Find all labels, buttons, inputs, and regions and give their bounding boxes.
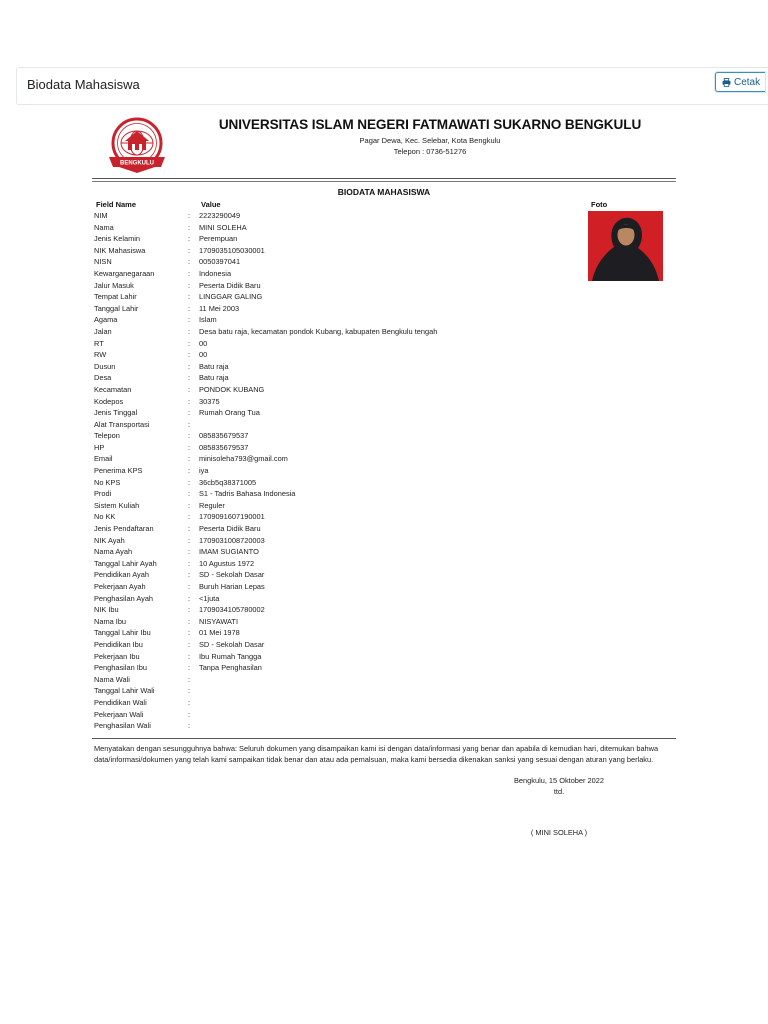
field-value: Batu raja <box>199 361 229 371</box>
field-label: Nama Ayah <box>94 547 133 557</box>
field-value: 1709034105780002 <box>199 605 265 615</box>
table-row <box>94 361 584 373</box>
table-row <box>94 245 584 257</box>
table-row <box>94 291 584 303</box>
table-row <box>94 581 584 593</box>
table-row <box>94 546 584 558</box>
table-row <box>94 256 584 268</box>
field-label: No KK <box>94 512 116 522</box>
field-value: 085835679537 <box>199 442 249 452</box>
table-row <box>94 685 584 697</box>
field-label: Penghasilan Ibu <box>94 663 148 673</box>
section-title: BIODATA MAHASISWA <box>337 187 431 197</box>
table-row <box>94 453 584 465</box>
field-separator: : <box>188 547 191 557</box>
field-value: 30375 <box>199 396 220 406</box>
table-row <box>94 674 584 686</box>
field-label: Pendidikan Ayah <box>94 570 149 580</box>
field-label: Jenis Tinggal <box>94 408 138 418</box>
table-row <box>94 477 584 489</box>
field-value: Peserta Didik Baru <box>199 524 261 534</box>
table-row <box>94 639 584 651</box>
field-separator: : <box>188 697 191 707</box>
declaration-statement: Menyatakan dengan sesungguhnya bahwa: Seluruh dokumen yang disampaikan kami isi dengan data/informasi yang benar dan apabila di kemudian hari, ditemukan bahwa data/informasi/dokumen yang telah kami sampaikan tidak benar dan atau ada pemalsuan, maka kami bersedia dikenakan sanksi yang sesuai dengan aturan yang berlaku. <box>94 744 659 764</box>
field-label: Tanggal Lahir Ibu <box>94 628 151 638</box>
field-value: NISYAWATI <box>199 616 239 626</box>
field-label: Prodi <box>94 489 112 499</box>
field-label: Telepon <box>94 431 120 441</box>
field-value: minisoleha793@gmail.com <box>199 454 288 464</box>
field-separator: : <box>188 292 191 302</box>
field-label: Kewarganegaraan <box>94 268 155 278</box>
field-separator: : <box>188 721 191 731</box>
table-row <box>94 720 584 732</box>
field-label: Tanggal Lahir Wali <box>94 686 155 696</box>
table-row <box>94 222 584 234</box>
field-separator: : <box>188 326 191 336</box>
table-row <box>94 604 584 616</box>
field-separator: : <box>188 709 191 719</box>
field-label: Nama Wali <box>94 674 130 684</box>
field-separator: : <box>188 384 191 394</box>
table-row <box>94 233 584 245</box>
field-label: Nama Ibu <box>94 616 127 626</box>
table-row <box>94 280 584 292</box>
field-label: Agama <box>94 315 118 325</box>
table-row <box>94 430 584 442</box>
field-value: Indonesia <box>199 268 232 278</box>
table-row <box>94 268 584 280</box>
print-button[interactable] <box>715 72 765 92</box>
field-value: Desa batu raja, kecamatan pondok Kubang, kabupaten Bengkulu tengah <box>199 326 438 336</box>
field-value: Buruh Harian Lepas <box>199 582 265 591</box>
field-label: Penerima KPS <box>94 466 143 476</box>
field-separator: : <box>188 570 191 580</box>
field-value: iya <box>199 466 209 476</box>
field-separator: : <box>188 442 191 452</box>
field-label: Alat Transportasi <box>94 419 150 429</box>
printer-icon <box>722 78 731 87</box>
signature-name: ( MINI SOLEHA ) <box>530 828 588 837</box>
field-label: Jalur Masuk <box>94 280 134 290</box>
table-row <box>94 488 584 500</box>
field-label: NISN <box>94 257 112 267</box>
field-label: Dusun <box>94 361 116 371</box>
biodata-table <box>94 210 584 732</box>
table-row <box>94 372 584 384</box>
field-value: 11 Mei 2003 <box>199 303 240 313</box>
table-row <box>94 709 584 721</box>
table-row <box>94 500 584 512</box>
table-row <box>94 303 584 315</box>
field-separator: : <box>188 535 191 545</box>
field-value: Islam <box>199 315 217 325</box>
table-row <box>94 535 584 547</box>
signature-ttd: ttd. <box>553 787 565 796</box>
field-value: SD - Sekolah Dasar <box>199 639 265 649</box>
table-row <box>94 326 584 338</box>
field-separator: : <box>188 268 191 278</box>
university-address: Pagar Dewa, Kec. Selebar, Kota Bengkulu <box>359 136 501 145</box>
table-row <box>94 523 584 535</box>
field-label: Desa <box>94 373 112 383</box>
field-separator: : <box>188 466 191 476</box>
field-separator: : <box>188 222 191 232</box>
field-value: Batu raja <box>199 373 229 383</box>
table-row <box>94 349 584 361</box>
field-value: 36cb5q38371005 <box>199 477 257 487</box>
field-separator: : <box>188 489 191 499</box>
student-photo <box>588 211 663 281</box>
field-label: Tempat Lahir <box>94 292 137 302</box>
field-value: Peserta Didik Baru <box>199 280 261 290</box>
table-row <box>94 442 584 454</box>
field-separator: : <box>188 338 191 348</box>
field-separator: : <box>188 245 191 255</box>
field-separator: : <box>188 582 191 591</box>
field-label: Jalan <box>94 326 112 336</box>
print-label: Cetak <box>734 76 761 88</box>
field-separator: : <box>188 350 191 360</box>
field-label: Nama <box>94 222 114 232</box>
field-separator: : <box>188 373 191 383</box>
field-value: S1 - Tadris Bahasa Indonesia <box>199 489 296 499</box>
field-separator: : <box>188 651 191 661</box>
field-value: Reguler <box>199 500 225 510</box>
field-label: Penghasilan Ayah <box>94 593 154 603</box>
field-label: NIK Mahasiswa <box>94 245 146 255</box>
field-separator: : <box>188 315 191 325</box>
logo-text: BENGKULU <box>120 160 154 167</box>
field-separator: : <box>188 558 191 568</box>
field-label: RT <box>94 338 104 348</box>
column-header-photo: Foto <box>591 200 608 209</box>
field-label: NIM <box>94 211 108 220</box>
field-value: 1709031008720003 <box>199 535 265 545</box>
field-separator: : <box>188 686 191 696</box>
field-separator: : <box>188 234 191 244</box>
field-label: Pekerjaan Ayah <box>94 582 146 591</box>
table-row <box>94 419 584 431</box>
footer-divider <box>92 738 676 739</box>
field-label: Pendidikan Wali <box>94 697 147 707</box>
field-label: Kecamatan <box>94 384 132 394</box>
table-row <box>94 465 584 477</box>
field-separator: : <box>188 396 191 406</box>
field-label: Penghasilan Wali <box>94 721 151 731</box>
field-value: PONDOK KUBANG <box>199 384 265 394</box>
table-row <box>94 697 584 709</box>
field-value: Ibu Rumah Tangga <box>199 651 262 661</box>
field-label: Tanggal Lahir Ayah <box>94 558 157 568</box>
field-separator: : <box>188 408 191 418</box>
field-separator: : <box>188 419 191 429</box>
table-row <box>94 384 584 396</box>
field-label: No KPS <box>94 477 121 487</box>
field-value: Tanpa Penghasilan <box>199 663 262 673</box>
field-value: 085835679537 <box>199 431 249 441</box>
field-label: Sistem Kuliah <box>94 500 140 510</box>
field-value: 1709091607190001 <box>199 512 265 522</box>
column-header-value: Value <box>201 200 221 209</box>
field-label: Pekerjaan Wali <box>94 709 144 719</box>
field-value: 0050397041 <box>199 257 241 267</box>
field-separator: : <box>188 616 191 626</box>
table-row <box>94 627 584 639</box>
column-header-field: Field Name <box>96 200 137 209</box>
table-row <box>94 651 584 663</box>
field-value: 00 <box>199 350 208 360</box>
field-separator: : <box>188 674 191 684</box>
field-label: Email <box>94 454 113 464</box>
field-value: 1709035105030001 <box>199 245 265 255</box>
field-label: Jenis Pendaftaran <box>94 524 154 534</box>
field-value: Rumah Orang Tua <box>199 408 260 418</box>
table-row <box>94 569 584 581</box>
university-name: UNIVERSITAS ISLAM NEGERI FATMAWATI SUKARNO BENGKULU <box>218 117 642 132</box>
field-value: MINI SOLEHA <box>199 222 247 232</box>
field-value: LINGGAR GALING <box>199 292 263 302</box>
university-phone: Telepon : 0736-51276 <box>393 147 467 156</box>
field-label: RW <box>94 350 107 360</box>
field-value: <1juta <box>199 593 220 603</box>
table-row <box>94 662 584 674</box>
table-row <box>94 593 584 605</box>
field-value: Perempuan <box>199 234 238 244</box>
field-separator: : <box>188 512 191 522</box>
field-separator: : <box>188 628 191 638</box>
field-separator: : <box>188 639 191 649</box>
table-row <box>94 314 584 326</box>
card-title: Biodata Mahasiswa <box>27 77 140 92</box>
field-separator: : <box>188 431 191 441</box>
field-label: HP <box>94 442 105 452</box>
field-separator: : <box>188 454 191 464</box>
field-value: 2223290049 <box>199 211 241 220</box>
field-separator: : <box>188 663 191 673</box>
field-separator: : <box>188 477 191 487</box>
field-separator: : <box>188 593 191 603</box>
table-row <box>94 407 584 419</box>
table-row <box>94 616 584 628</box>
field-label: NIK Ibu <box>94 605 119 615</box>
header-divider <box>92 178 676 179</box>
field-label: NIK Ayah <box>94 535 125 545</box>
field-separator: : <box>188 280 191 290</box>
table-row <box>94 558 584 570</box>
field-separator: : <box>188 605 191 615</box>
page-card <box>16 67 768 105</box>
field-label: Tanggal Lahir <box>94 303 139 313</box>
table-row <box>94 210 584 222</box>
field-label: Kodepos <box>94 396 124 406</box>
field-value: SD - Sekolah Dasar <box>199 570 265 580</box>
university-logo <box>101 117 173 175</box>
field-separator: : <box>188 524 191 534</box>
field-separator: : <box>188 500 191 510</box>
signature-place-date: Bengkulu, 15 Oktober 2022 <box>514 776 604 785</box>
table-row <box>94 396 584 408</box>
table-row <box>94 511 584 523</box>
field-label: Jenis Kelamin <box>94 234 141 244</box>
field-value: 00 <box>199 338 208 348</box>
field-value: 01 Mei 1978 <box>199 628 240 638</box>
field-label: Pendidikan Ibu <box>94 639 143 649</box>
field-separator: : <box>188 361 191 371</box>
field-value: IMAM SUGIANTO <box>199 547 259 557</box>
field-separator: : <box>188 211 191 220</box>
field-separator: : <box>188 303 191 313</box>
header-divider-secondary <box>92 181 676 182</box>
field-value: 10 Agustus 1972 <box>199 558 255 568</box>
field-label: Pekerjaan Ibu <box>94 651 140 661</box>
table-row <box>94 338 584 350</box>
field-separator: : <box>188 257 191 267</box>
